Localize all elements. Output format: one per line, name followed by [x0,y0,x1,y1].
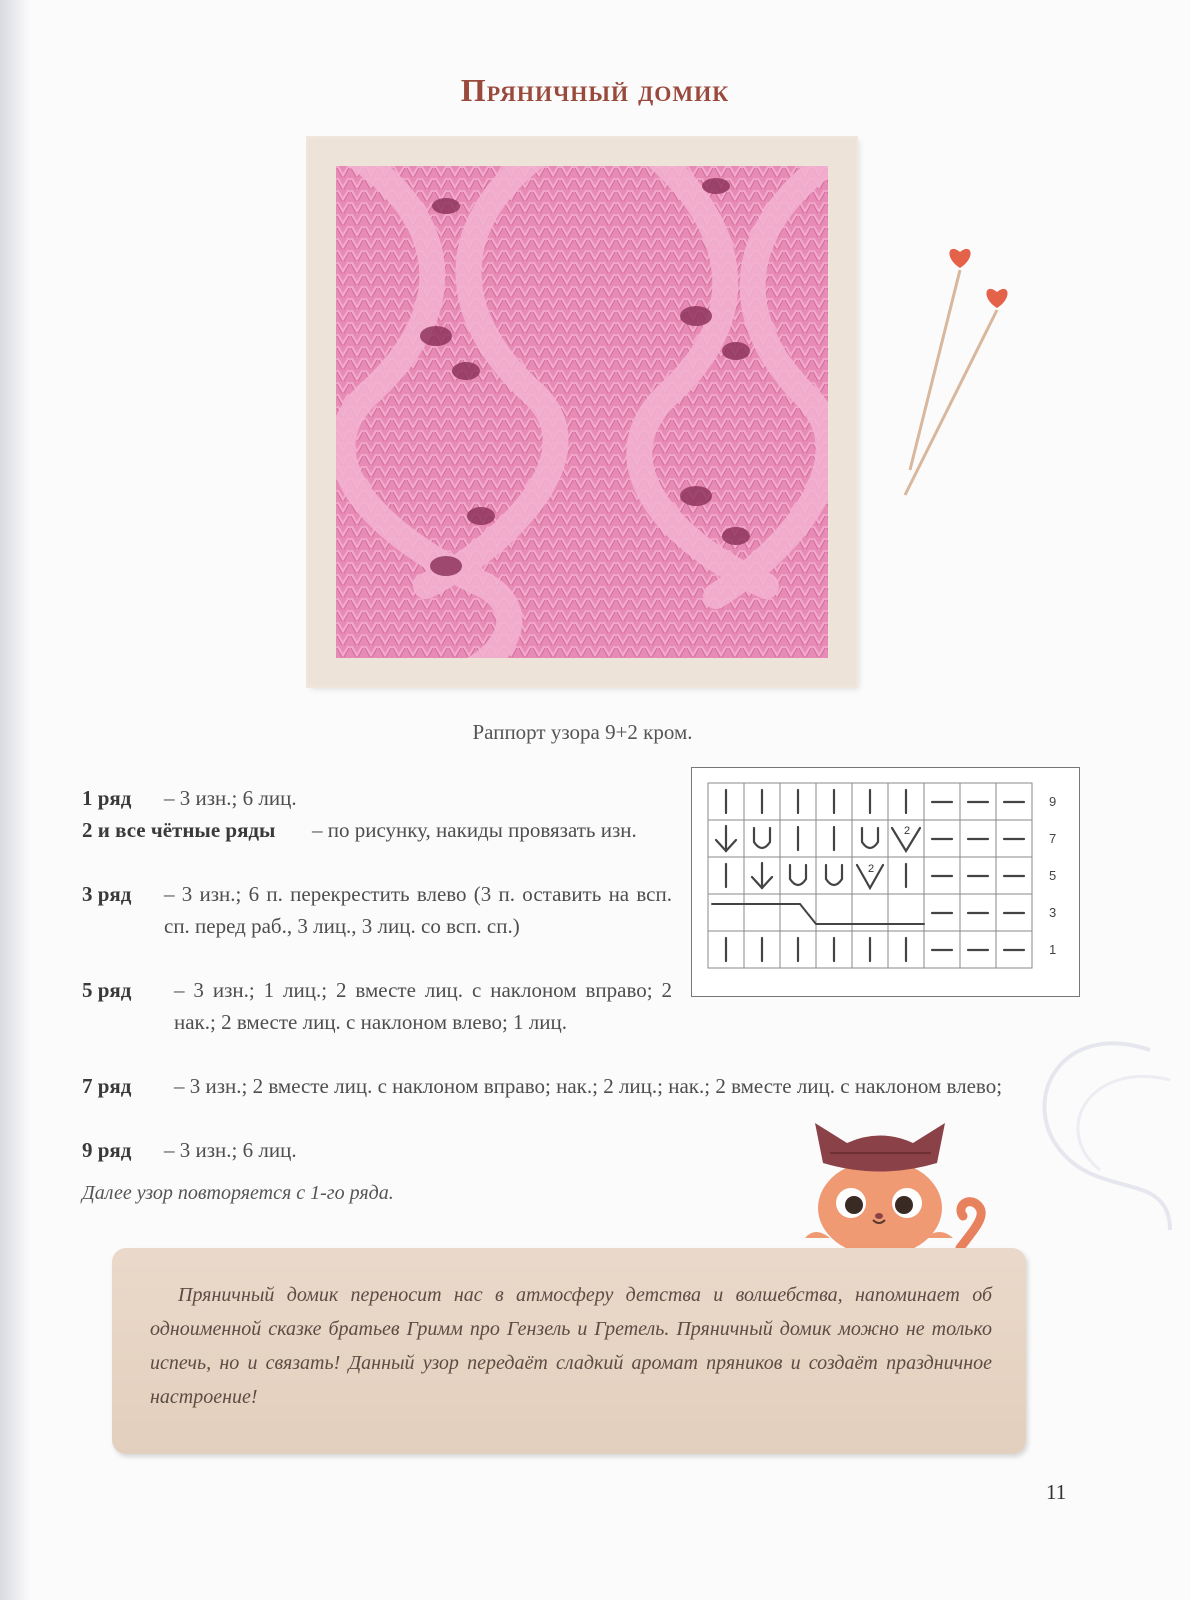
knitting-chart-grid [692,768,1079,996]
row-label: 3 ряд [82,882,132,906]
yarn-swirl-decoration [1000,1020,1180,1250]
page-title: Пряничный домик [460,72,730,108]
repeat-note: Далее узор повторяется с 1-го ряда. [82,1182,394,1204]
cat-tail [960,1202,981,1248]
knit-swatch-image [336,166,828,658]
heart-icon [949,249,970,268]
chart-row-number: 9 [1049,794,1057,809]
row-label: 5 ряд [82,978,132,1002]
row-text: – 3 изн.; 2 вместе лиц. с наклоном вправо; нак.; 2 лиц.; нак.; 2 вместе лиц. с наклоном влево; [174,1074,1003,1098]
cat-eye [845,1196,863,1214]
row-text: – 3 изн.; 6 лиц. [164,786,297,810]
decrease-mark: 2 [868,863,875,875]
cat-head [818,1160,942,1256]
row-label: 1 ряд [82,786,132,810]
knitting-needles-illustration [900,240,1020,500]
chart-row-number: 7 [1049,831,1057,846]
cat-eye [895,1196,913,1214]
row-text: – 3 изн.; 6 лиц. [164,1138,297,1162]
chart-row-number: 1 [1049,942,1057,957]
heart-icon [986,289,1007,308]
chart-row-number: 5 [1049,868,1057,883]
row-text: – 3 изн.; 1 лиц.; 2 вместе лиц. с наклоном вправо; 2 нак.; 2 вместе лиц. с наклоном влево; 1 лиц. [174,978,672,1034]
row-label: 2 и все чётные ряды [82,818,276,842]
story-box [112,1248,1026,1454]
cat-paw [805,1232,830,1238]
knitting-chart [691,767,1080,997]
row-text: – 3 изн.; 6 п. перекрестить влево (3 п. оставить на всп. сп. перед раб., 3 лиц., 3 лиц. со всп. сп.) [164,882,672,938]
chart-row-number: 3 [1049,905,1057,920]
row-label: 7 ряд [82,1074,132,1098]
photo-caption: Раппорт узора 9+2 кром. [472,720,693,744]
page-number: 11 [1046,1480,1067,1504]
page-edge-shadow [0,0,30,1600]
row-label: 9 ряд [82,1138,132,1162]
story-text: Пряничный домик переносит нас в атмосферу детства и волшебства, напоминает об одноименной сказке братьев Гримм про Гензель и Гретель. Пряничный домик можно не только испечь, но и связать! Данный узор передаёт сладкий аромат пряников и создаёт праздничное настроение! [150,1284,992,1408]
cat-hat [815,1123,945,1172]
cat-illustration [785,1108,995,1258]
knit-sample-photo [308,138,856,686]
decrease-mark: 2 [904,825,911,837]
row-text: – по рисунку, накиды провязать изн. [312,818,637,842]
